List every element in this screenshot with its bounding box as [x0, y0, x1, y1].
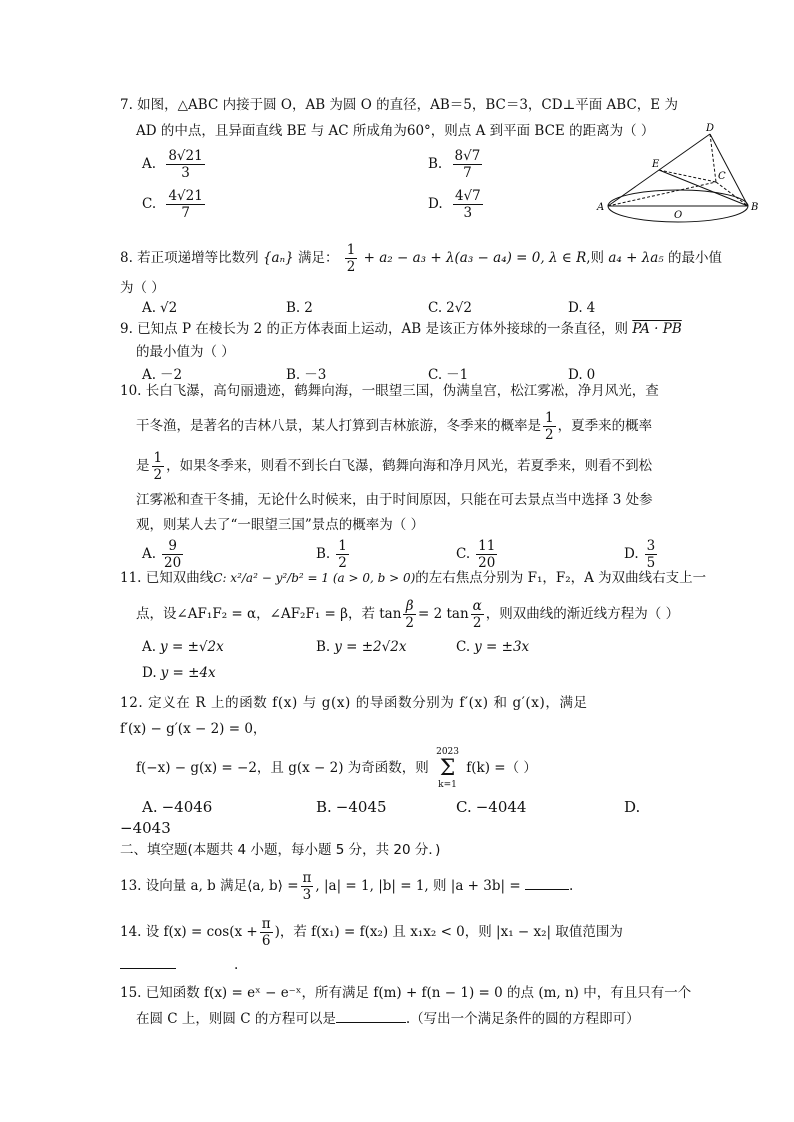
q11-line1: 11. 已知双曲线C: x²/a² − y²/b² = 1 (a > 0, b > 0)的左右焦点分别为 F₁，F₂，A 为双曲线右支上一 [120, 570, 707, 586]
q8-option-c[interactable]: C. 2√2 [428, 300, 472, 316]
q11-options-row2 [120, 660, 680, 686]
q7-options-row1 [120, 144, 680, 186]
q9-option-a[interactable]: A. －2 [142, 367, 183, 383]
q8-option-b[interactable]: B. 2 [286, 300, 313, 316]
q11-option-c[interactable]: C. y = ±3x [456, 639, 530, 655]
q11-option-a[interactable]: A. y = ±√2x [142, 639, 224, 655]
q15-line2: 在圆 C 上，则圆 C 的方程可以是 .（写出一个满足条件的圆的方程即可） [136, 1011, 640, 1027]
label-c: C [718, 171, 726, 182]
q12-option-c[interactable]: C. −4044 [456, 798, 527, 816]
q9-option-d[interactable]: D. 0 [568, 367, 596, 383]
q8-option-d[interactable]: D. 4 [568, 300, 596, 316]
q10-option-b[interactable]: B. $\frac{1}{2}$ [316, 538, 347, 571]
q7-options-row2 [120, 186, 683, 228]
q10-line2: 干冬渔，是著名的吉林八景，某人打算到吉林旅游，冬季来的概率是 $\frac{1}{2}$ ，夏季来的概率 [136, 410, 653, 443]
question-8 [120, 242, 723, 327]
q13-answer-blank[interactable] [525, 877, 569, 890]
q8-line1: 8. 若正项递增等比数列 {aₙ} 满足： $\frac{1}{2}$ + a₂ − a₃ + λ(a₃ − a₄) = 0, λ ∈ R,则 a₄ + λa₅ 的最小值 [120, 242, 723, 275]
q12-options [120, 794, 680, 820]
q10-option-d[interactable]: D. $\frac{3}{5}$ [624, 538, 656, 571]
q7-option-d[interactable]: D. $\frac{4√7}{3}$ [428, 188, 481, 221]
q9-line1: 9. 已知点 P 在棱长为 2 的正方体表面上运动，AB 是该正方体外接球的一条直径，则 PA · PB [120, 321, 682, 337]
q12-line1: 12. 定义在 R 上的函数 f(x) 与 g(x) 的导函数分别为 f′(x) 和 g′(x)，满足 [120, 695, 588, 711]
q7-option-a[interactable]: A. $\frac{8√21}{3}$ [142, 148, 203, 181]
label-b: B [751, 202, 759, 213]
q7-line2: AD 的中点，且异面直线 BE 与 AC 所成角为60°，则点 A 到平面 BCE 的距离为（ ） [136, 123, 655, 139]
q7-option-b[interactable]: B. $\frac{8√7}{7}$ [428, 148, 481, 181]
q10-option-c[interactable]: C. $\frac{11}{20}$ [456, 538, 496, 571]
q10-line3: 是 $\frac{1}{2}$ ，如果冬季来，则看不到长白飞瀑，鹤舞向海和净月风光，若夏季来，则看不到松 [136, 450, 653, 483]
q12-option-a[interactable]: A. −4046 [142, 798, 213, 816]
q12-line3: f(−x) − g(x) = −2，且 g(x − 2) 为奇函数，则 2023 Σ k=1 f(k) =（ ） [136, 746, 537, 790]
label-a: A [597, 202, 605, 213]
q8-line2: 为（ ） [120, 280, 165, 296]
q8-option-a[interactable]: A. √2 [142, 300, 178, 316]
question-12 [120, 690, 680, 836]
line-cb [716, 182, 748, 206]
q11-option-d[interactable]: D. y = ±4x [142, 665, 216, 681]
q10-line1: 10. 长白飞瀑，高句丽遗迹，鹤舞向海，一眼望三国，伪满皇宫，松江雾凇，净月风光，查 [120, 383, 659, 399]
q12-option-d[interactable]: D. [624, 798, 641, 816]
q11-line2: 点，设∠AF₁F₂ = α，∠AF₂F₁ = β，若 tan $\frac{\beta}{2}$ = 2 tan $\frac{\alpha}{2}$ ，则双曲线的渐近线方程为（ ） [136, 598, 680, 631]
label-o: O [674, 210, 683, 221]
q14-answer-blank[interactable] [120, 956, 176, 969]
q12-option-d-value: −4043 [120, 819, 171, 837]
line-dc [710, 134, 716, 182]
q12-line2: f′(x) − g′(x − 2) = 0， [120, 721, 267, 737]
question-10 [120, 376, 680, 576]
q7-option-c[interactable]: C. $\frac{4√21}{7}$ [142, 188, 203, 221]
q15-answer-blank[interactable] [336, 1010, 406, 1023]
q7-line1: 7. 如图，△ABC 内接于圆 O，AB 为圆 O 的直径，AB＝5，BC＝3，CD⊥平面 ABC，E 为 [120, 97, 678, 113]
q15-line1: 15. 已知函数 f(x) = eˣ − e⁻ˣ，所有满足 f(m) + f(n − 1) = 0 的点 (m, n) 中，有且只有一个 [120, 985, 692, 1001]
q10-line4: 江雾凇和查干冬捕，无论什么时候来，由于时间原因，只能在可去景点当中选择 3 处参 [136, 492, 653, 508]
question-13: 13. 设向量 a, b 满足⟨a, b⟩ = $\frac{\pi}{3}$ , |a| = 1, |b| = 1, 则 |a + 3b| = . [120, 870, 574, 903]
question-15 [120, 980, 692, 1032]
q11-options-row1 [120, 634, 680, 660]
question-7 [120, 92, 683, 228]
question-14: 14. 设 f(x) = cos(x + $\frac{\pi}{6}$ )，若 f(x₁) = f(x₂) 且 x₁x₂ < 0，则 |x₁ − x₂| 取值范围为 . [120, 916, 623, 973]
sum-symbol: 2023 Σ k=1 [436, 746, 459, 790]
q10-option-a[interactable]: A. $\frac{9}{20}$ [142, 538, 182, 571]
q9-option-c[interactable]: C. －1 [428, 367, 469, 383]
section-heading: 二、填空题(本题共 4 小题，每小题 5 分，共 20 分．) [120, 842, 441, 858]
q11-option-b[interactable]: B. y = ±2√2x [316, 639, 407, 655]
label-e: E [652, 159, 660, 170]
label-d: D [706, 123, 715, 134]
question-11 [120, 562, 707, 686]
q9-line2: 的最小值为（ ） [136, 344, 235, 360]
q12-option-b[interactable]: B. −4045 [316, 798, 387, 816]
q9-option-b[interactable]: B. －3 [286, 367, 327, 383]
q10-line5: 观，则某人去了“一眼望三国”景点的概率为（ ） [136, 517, 425, 533]
